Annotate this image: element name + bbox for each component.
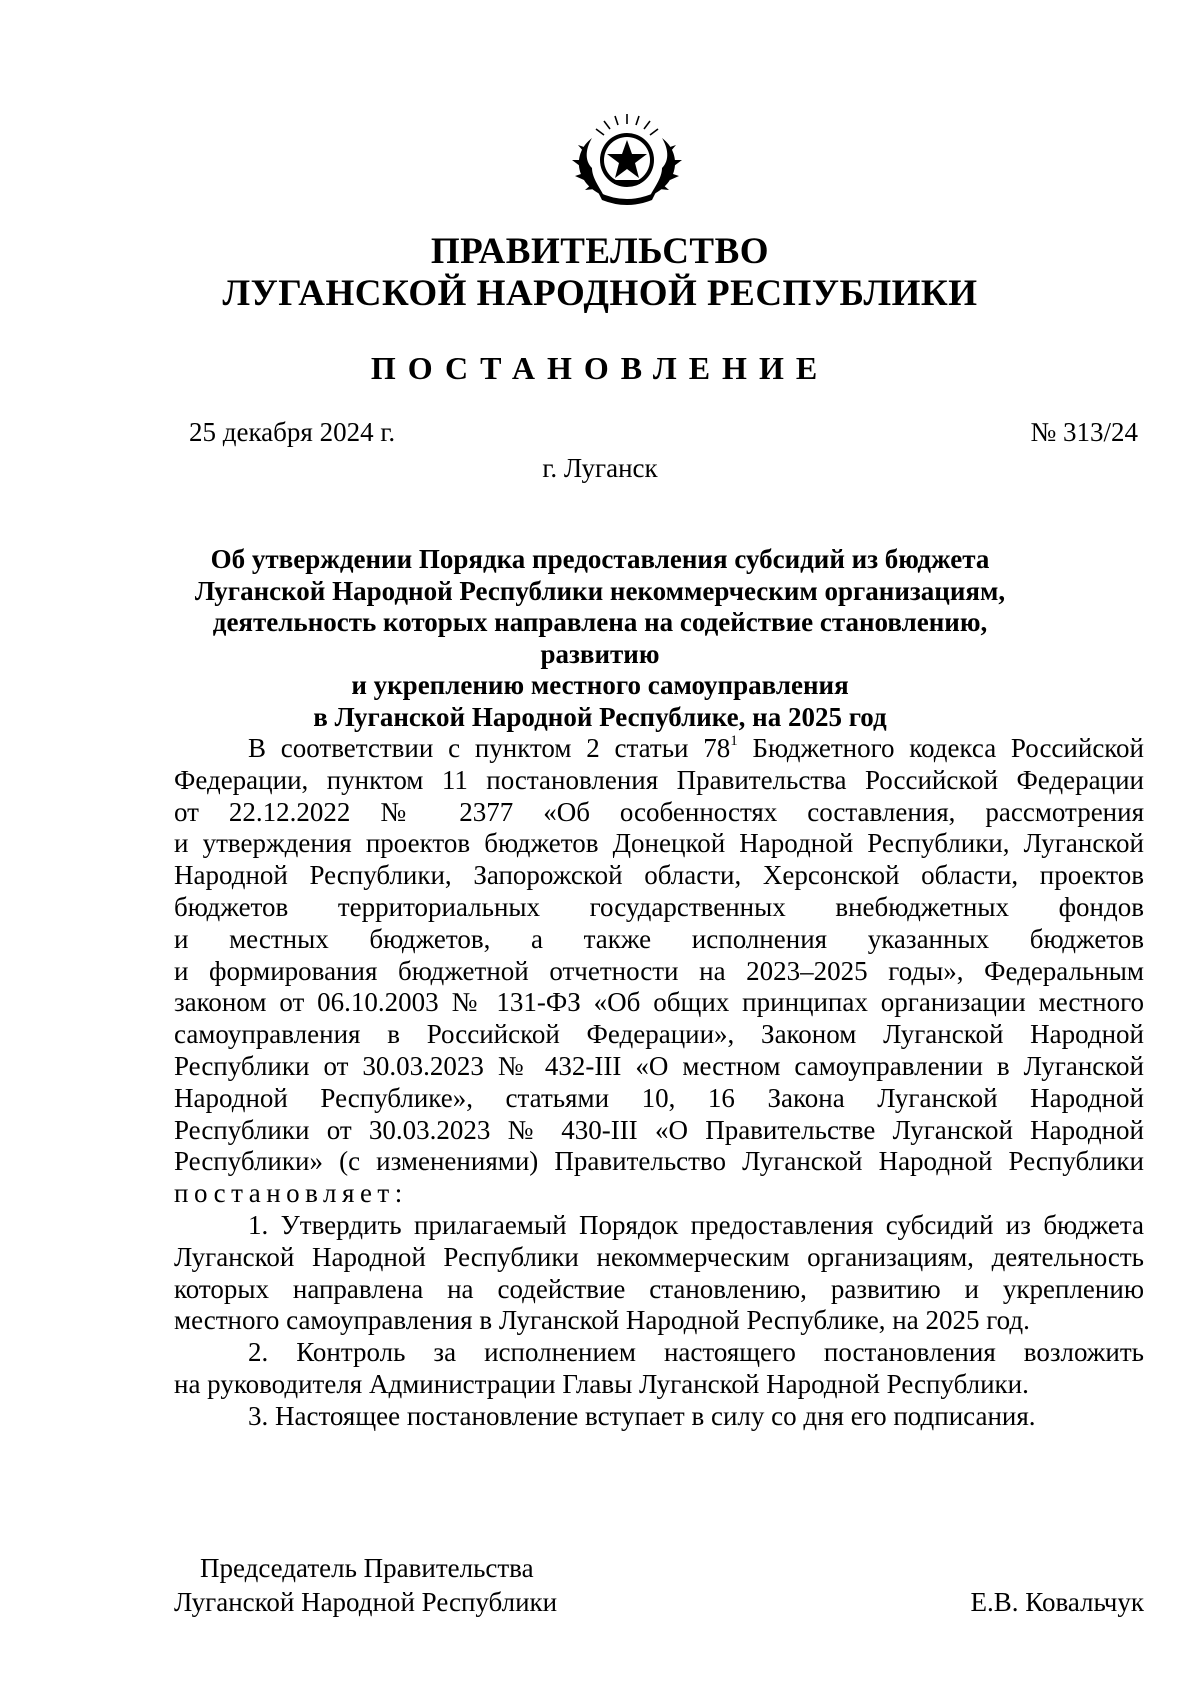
preamble-line: и формирования бюджетной отчетности на 2023–2025 годы», Федеральным xyxy=(174,955,1144,986)
point-3-line: 3. Настоящее постановление вступает в силу со дня его подписания. xyxy=(248,1400,1036,1431)
preamble-line: Народной Республике», статьями 10, 16 Закона Луганской Народной xyxy=(174,1082,1144,1113)
preamble-line: от 22.12.2022 № 2377 «Об особенностях составления, рассмотрения xyxy=(174,796,1144,827)
preamble-line: Федерации, пунктом 11 постановления Правительства Российской Федерации xyxy=(174,764,1144,795)
signatory-position-line2: Луганской Народной Республики xyxy=(174,1587,558,1617)
government-title-line1: ПРАВИТЕЛЬСТВО xyxy=(430,231,770,272)
decree-number: № 313/24 xyxy=(1030,417,1138,447)
decree-city: г. Луганск xyxy=(542,453,658,483)
preamble-line: Республики от 30.03.2023 № 432-III «О местном самоуправлении в Луганской xyxy=(174,1050,1144,1081)
point-1-line: которых направлена на содействие становлению, развитию и укреплению xyxy=(174,1273,1144,1304)
point-1-line: 1. Утвердить прилагаемый Порядок предоставления субсидий из бюджета xyxy=(248,1209,1144,1240)
decree-type-heading: ПОСТАНОВЛЕНИЕ xyxy=(370,350,830,386)
subject-line: и укреплению местного самоуправления xyxy=(351,670,849,700)
lpr-coat-of-arms-icon xyxy=(562,108,692,208)
government-title-line2: ЛУГАНСКОЙ НАРОДНОЙ РЕСПУБЛИКИ xyxy=(222,273,978,314)
decree-subject xyxy=(150,544,1050,733)
preamble-line: законом от 06.10.2003 № 131-ФЗ «Об общих принципах организации местного xyxy=(174,987,1144,1018)
decree-date: 25 декабря 2024 г. xyxy=(189,417,396,447)
preamble-line: Народной Республики, Запорожской области, Херсонской области, проектов xyxy=(174,860,1144,891)
subject-line: Об утверждении Порядка предоставления субсидий из бюджета xyxy=(210,544,990,574)
signatory-position-line1: Председатель Правительства xyxy=(200,1553,534,1583)
preamble-line: самоуправления в Российской Федерации», Законом Луганской Народной xyxy=(174,1019,1144,1050)
resolves-word: постановляет: xyxy=(174,1178,408,1209)
subject-line: деятельность которых направлена на содействие становлению, развитию xyxy=(212,607,988,669)
preamble-line: В соответствии с пунктом 2 статьи $78^1$ Бюджетного кодекса Российской xyxy=(248,733,1144,763)
preamble-line: Республики от 30.03.2023 № 430-III «О Правительстве Луганской Народной xyxy=(174,1114,1144,1145)
preamble-line: и утверждения проектов бюджетов Донецкой Народной Республики, Луганской xyxy=(174,828,1144,859)
preamble-line: бюджетов территориальных государственных внебюджетных фондов xyxy=(174,891,1144,922)
point-1-line: Луганской Народной Республики некоммерческим организациям, деятельность xyxy=(174,1241,1144,1272)
subject-line: Луганской Народной Республики некоммерческим организациям, xyxy=(194,575,1006,606)
article-superscript: 1 xyxy=(730,733,738,749)
point-2-line: 2. Контроль за исполнением настоящего постановления возложить xyxy=(248,1337,1144,1368)
point-2-line: на руководителя Администрации Главы Луганской Народной Республики. xyxy=(174,1368,1029,1399)
signatory-name: Е.В. Ковальчук xyxy=(970,1587,1144,1617)
preamble-line: и местных бюджетов, а также исполнения указанных бюджетов xyxy=(174,923,1144,954)
point-1-line: местного самоуправления в Луганской Народной Республике, на 2025 год. xyxy=(174,1305,1030,1336)
subject-line: в Луганской Народной Республике, на 2025 год xyxy=(313,701,887,732)
decree-body xyxy=(174,733,1144,1433)
preamble-line: Республики» (с изменениями) Правительство Луганской Народной Республики xyxy=(174,1146,1144,1177)
